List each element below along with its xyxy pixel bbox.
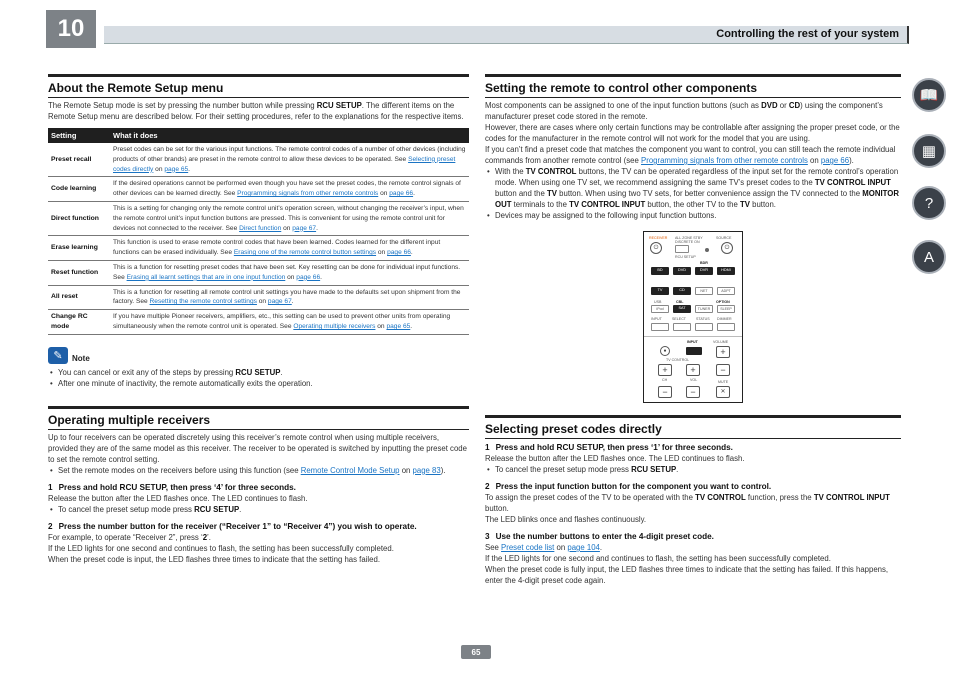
setting-link[interactable]: Resetting the remote control settings: [149, 298, 257, 306]
setting-description: This is a setting for changing only the remote control unit’s operation screen, without changing the receiver’s input, when the remote control unit’s input function buttons are pressed. This is convenient for using the remote control unit for devices not connected to the receiver. See Direct function on page 67.: [110, 201, 469, 235]
receiver-power-icon: ⏻: [650, 242, 662, 254]
setting-description: This is a function for resetting all remote control unit settings you have made to the defaults set upon shipment from the factory. See Resetting the remote control settings on page 67.: [110, 285, 469, 310]
preset-step-1-bullet: • To cancel the preset setup mode press RCU SETUP.: [485, 464, 901, 475]
table-row: [48, 177, 469, 202]
volume-up-icon: +: [716, 346, 730, 358]
remote-mute-label: MUTE: [718, 380, 729, 384]
note-item: • After one minute of inactivity, the remote automatically exits the operation.: [48, 378, 469, 389]
setting-name: Erase learning: [48, 236, 110, 261]
setting-description: If the desired operations cannot be performed even though you have set the preset codes, the remote control signals of other devices can be learned directly. See Programming signals from other remote controls on page 66.: [110, 177, 469, 202]
table-header-what: What it does: [110, 128, 469, 143]
setting-page-link[interactable]: page 67: [292, 224, 317, 232]
setting-p3: If you can’t find a preset code that matches the component you want to control, you can still teach the remote individual commands from another remote control (see Programming signals from other remote controls on page 66).: [485, 145, 896, 165]
remote-sat-button: SAT: [673, 305, 691, 313]
table-row: [48, 260, 469, 285]
channel-up-icon: +: [658, 364, 672, 376]
remote-rcu-setup-label: RCU SETUP: [675, 255, 696, 259]
chapter-title: Controlling the rest of your system: [716, 28, 899, 40]
remote-dvd-button: DVD: [673, 267, 691, 275]
setting-link[interactable]: Erasing all learnt settings that are in one input function: [126, 273, 286, 281]
remote-tv-input-button: [686, 347, 702, 355]
remote-setup-intro: The Remote Setup mode is set by pressing the number button while pressing RCU SETUP. The different items on the Remote Setup menu are described below. For their setting procedures, refer to the explanations for the respective items.: [48, 101, 464, 121]
remote-input-select-button: [651, 323, 669, 331]
multi-step-1-text: Release the button after the LED flashes once. The LED continues to flash.: [48, 493, 308, 503]
header-bar: [104, 26, 909, 44]
remote-adpt-button: ADPT: [717, 287, 735, 295]
note-heading: [48, 347, 469, 364]
remote-control-illustration: [643, 231, 743, 403]
setting-name: Reset function: [48, 260, 110, 285]
setting-page-link[interactable]: page 65: [164, 165, 189, 173]
table-row: [48, 236, 469, 261]
remote-hdmi-button: HDMI: [717, 267, 735, 275]
preset-step-2-led: The LED blinks once and flashes continuously.: [485, 515, 647, 524]
remote-dimmer-button: [717, 323, 735, 331]
preset-step-1-text: Release the button after the LED flashes once. The LED continues to flash.: [485, 454, 745, 463]
table-header-setting: Setting: [48, 128, 110, 143]
setting-page-link[interactable]: page 66: [387, 249, 411, 257]
preset-step-3: 3 Use the number buttons to enter the 4-digit preset code.: [485, 532, 714, 541]
remote-select-button: [673, 323, 691, 331]
setting-description: This is a function for resetting preset codes that have been set. Key resetting can be done for individual input functions. See Erasing all learnt settings that are in one input function on page 66.: [110, 260, 469, 285]
multi-step-1: 1 Press and hold RCU SETUP, then press ‘4’ for three seconds.: [48, 482, 296, 492]
remote-bdr-label: BDR: [700, 261, 708, 265]
setting-page-link[interactable]: page 66: [296, 273, 321, 281]
remote-tv-button: TV: [651, 287, 669, 295]
remote-setup-table: [48, 128, 469, 335]
table-row: [48, 310, 469, 335]
mute-icon: ✕: [716, 386, 730, 398]
section-title-setting-remote: Setting the remote to control other components: [485, 74, 901, 95]
remote-sleep-button: SLEEP: [717, 305, 735, 313]
setting-name: Change RC mode: [48, 310, 110, 335]
link-preset-code-list[interactable]: Preset code list: [501, 543, 555, 552]
setting-p2: However, there are cases where only certain functions may be controllable after assigning the proper preset code, or the codes for the manufacturer in the remote control will not work for the model that you are using.: [485, 123, 900, 143]
link-programming-signals[interactable]: Programming signals from other remote controls: [641, 156, 808, 165]
multi-step-1-bullet: • To cancel the preset setup mode press RCU SETUP.: [48, 504, 469, 515]
section-title-preset-codes: Selecting preset codes directly: [485, 415, 901, 436]
table-of-contents-book-icon[interactable]: 📖: [912, 78, 946, 112]
tv-power-icon: ●: [660, 346, 670, 356]
note-item: • You can cancel or exit any of the steps by pressing RCU SETUP.: [48, 367, 469, 378]
remote-dvr-button: DVR: [695, 267, 713, 275]
remote-source-label: SOURCE: [716, 236, 732, 240]
setting-page-link[interactable]: page 65: [386, 322, 411, 330]
preset-step-3-fail: When the preset code is fully input, the LED flashes three times to indicate that the setting has failed. If this happens, enter the 4-digit preset code again.: [485, 565, 889, 585]
remote-bd-button: BD: [651, 267, 669, 275]
table-row: [48, 143, 469, 177]
setting-p1: Most components can be assigned to one of the input function buttons (such as DVD or CD) using the component’s manufacturer preset code stored in the remote.: [485, 101, 883, 121]
remote-receiver-label: RECEIVER: [649, 236, 668, 240]
remote-and-receiver-icon[interactable]: ▦: [912, 134, 946, 168]
setting-link[interactable]: Programming signals from other remote controls: [237, 190, 379, 198]
preset-step-3-success: If the LED lights for one second and continues to flash, the setting has been successfully completed.: [485, 554, 831, 563]
remote-tuner-button: TUNER: [695, 305, 713, 313]
remote-option-label: OPTION: [716, 300, 730, 304]
multi-step-2-fail: When the preset code is input, the LED flashes three times to indicate that the setting has failed.: [48, 554, 380, 564]
remote-cbl-label: CBL: [676, 300, 684, 304]
setting-name: Direct function: [48, 201, 110, 235]
section-title-multiple-receivers: Operating multiple receivers: [48, 406, 469, 427]
remote-ipod-button: iPod: [651, 305, 669, 313]
remote-all-zone-label: ALL ZONE STBY: [675, 236, 703, 240]
source-power-icon: ⏻: [721, 242, 733, 254]
setting-bullet-devices: • Devices may be assigned to the following input function buttons.: [485, 210, 901, 221]
setting-bullet-tv-control: • With the TV CONTROL buttons, the TV can be operated regardless of the input set for the remote control’s operation mode. When using one TV set, we recommend assigning the same TV’s preset codes to the TV CONTROL INPUT button and the TV button. When using two TV sets, for better convenience assign the TV connected to the MONITOR OUT terminals to the TV CONTROL INPUT button, the other TV to the TV button.: [485, 166, 901, 210]
link-remote-control-mode-setup[interactable]: Remote Control Mode Setup: [300, 465, 400, 475]
multi-step-2: 2 Press the number button for the receiver (“Receiver 1” to “Receiver 4”) you wish to operate.: [48, 521, 417, 531]
setting-name: Code learning: [48, 177, 110, 202]
multi-step-2-success: If the LED lights for one second and continues to flash, the setting has been successfully completed.: [48, 543, 394, 553]
remote-discrete-label: DISCRETE ON: [675, 240, 700, 244]
multiple-intro: Up to four receivers can be operated discretely using this receiver’s remote control when using multiple receivers, provided they are of the same model as this receiver. The receiver to be operated is switched by inputting the preset code to set the remote control setting.: [48, 432, 467, 464]
setting-description: If you have multiple Pioneer receivers, amplifiers, etc., this setting can be used to prevent other units from operating simultaneously when the remote control unit is operated. See Operating multiple receivers on page 65.: [110, 310, 469, 335]
multi-step-2-example: For example, to operate “Receiver 2”, press ‘2’.: [48, 532, 211, 542]
table-row: [48, 285, 469, 310]
remote-status-label: STATUS: [696, 317, 710, 321]
remote-ch-label: CH: [662, 378, 668, 382]
tv-volume-down-icon: −: [686, 386, 700, 398]
troubleshooting-question-icon[interactable]: ?: [912, 186, 946, 220]
led-indicator: [705, 248, 709, 252]
note-pencil-icon: ✎: [48, 347, 68, 364]
remote-net-button: NET: [695, 287, 713, 295]
tv-volume-up-icon: +: [686, 364, 700, 376]
remote-usb-label: USB: [654, 300, 662, 304]
multiple-bullet: • Set the remote modes on the receivers before using this function (see Remote Control Mode Setup on page 83).: [48, 465, 469, 476]
right-column: [485, 74, 901, 586]
remote-status-button: [695, 323, 713, 331]
setting-page-link[interactable]: page 66: [389, 190, 414, 198]
note-label: Note: [72, 353, 90, 363]
link-page-104[interactable]: page 104: [567, 543, 600, 552]
setting-link[interactable]: Direct function: [239, 224, 282, 232]
setting-link[interactable]: Selecting preset codes directly: [113, 155, 456, 173]
setting-description: Preset codes can be set for the various input functions. The remote control codes of a number of other devices (including products of other brands) are preset in the remote control to allow these devices to be operated. See Selecting preset codes directly on page 65.: [110, 143, 469, 177]
volume-down-icon: −: [716, 364, 730, 376]
remote-tv-control-label: TV CONTROL: [666, 358, 690, 362]
remote-input-select-label: INPUT: [651, 317, 662, 321]
remote-vol-label: VOL: [690, 378, 698, 382]
setting-link[interactable]: Operating multiple receivers: [293, 322, 376, 330]
channel-down-icon: −: [658, 386, 672, 398]
preset-step-3-see: See Preset code list on page 104.: [485, 543, 603, 552]
setting-link[interactable]: Erasing one of the remote control button settings: [233, 249, 377, 257]
preset-step-2-text: To assign the preset codes of the TV to be operated with the TV CONTROL function, press the TV CONTROL INPUT button.: [485, 493, 890, 513]
page-number: 65: [461, 645, 491, 659]
appendix-index-icon[interactable]: A: [912, 240, 946, 274]
left-column: [48, 74, 469, 565]
table-row: [48, 201, 469, 235]
remote-all-zone-button: [675, 245, 689, 253]
setting-description: This function is used to erase remote control codes that have been learned. Codes learned for the different input functions can be erased individually. See Erasing one of the remote control button settings on page 66.: [110, 236, 469, 261]
preset-step-2: 2 Press the input function button for the component you want to control.: [485, 482, 772, 491]
remote-input-label: INPUT: [687, 340, 698, 344]
setting-name: All reset: [48, 285, 110, 310]
section-title-remote-setup: About the Remote Setup menu: [48, 74, 469, 95]
remote-volume-label: VOLUME: [713, 340, 729, 344]
setting-page-link[interactable]: page 67: [267, 298, 292, 306]
remote-cd-button: CD: [673, 287, 691, 295]
link-page-66[interactable]: page 66: [820, 156, 850, 165]
chapter-number: 10: [46, 10, 96, 48]
remote-divider: [644, 336, 742, 337]
remote-select-label: SELECT: [672, 317, 686, 321]
link-page-83[interactable]: page 83: [412, 465, 441, 475]
remote-dimmer-label: DIMMER: [717, 317, 732, 321]
setting-name: Preset recall: [48, 143, 110, 177]
preset-step-1: 1 Press and hold RCU SETUP, then press ‘1’ for three seconds.: [485, 443, 733, 452]
